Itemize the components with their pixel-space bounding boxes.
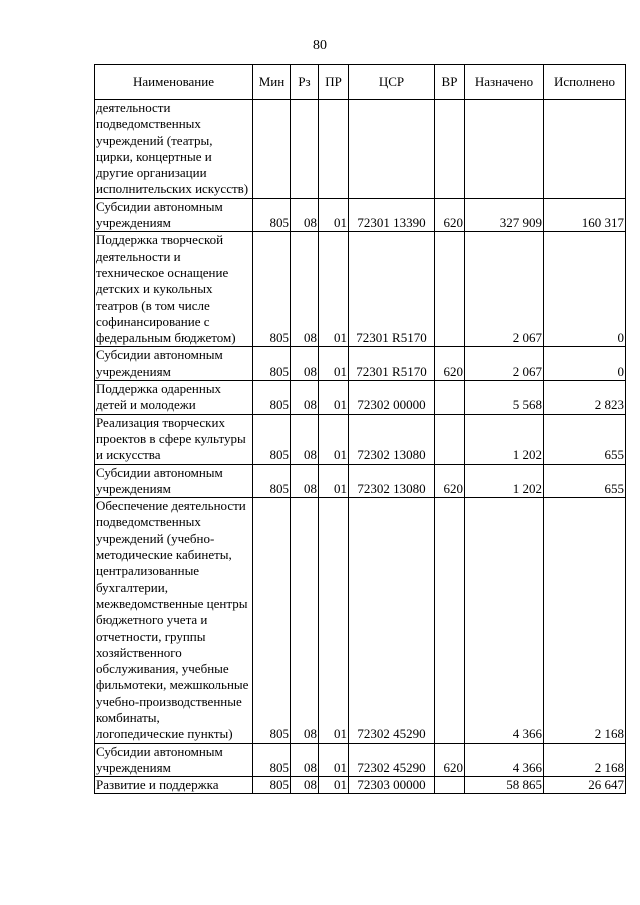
row-vr <box>435 498 465 743</box>
row-rz: 08 <box>291 381 319 415</box>
row-vr: 620 <box>435 743 465 777</box>
row-rz: 08 <box>291 414 319 464</box>
row-rz: 08 <box>291 198 319 232</box>
row-executed: 655 <box>544 464 626 498</box>
row-rz: 08 <box>291 232 319 347</box>
row-executed: 655 <box>544 414 626 464</box>
row-min: 805 <box>253 414 291 464</box>
row-pr: 01 <box>319 777 349 794</box>
row-min: 805 <box>253 777 291 794</box>
row-name: Поддержка одаренных детей и молодежи <box>95 381 253 415</box>
row-rz: 08 <box>291 498 319 743</box>
table-row <box>95 464 626 498</box>
row-executed: 0 <box>544 232 626 347</box>
row-min: 805 <box>253 743 291 777</box>
row-executed: 26 647 <box>544 777 626 794</box>
row-assigned: 2 067 <box>465 347 544 381</box>
row-name: Субсидии автономным учреждениям <box>95 347 253 381</box>
table-row <box>95 347 626 381</box>
row-vr: 620 <box>435 198 465 232</box>
row-min: 805 <box>253 232 291 347</box>
row-pr <box>319 100 349 199</box>
row-min <box>253 100 291 199</box>
row-rz: 08 <box>291 347 319 381</box>
row-pr: 01 <box>319 381 349 415</box>
row-min: 805 <box>253 198 291 232</box>
row-csr: 72302 45290 <box>349 743 435 777</box>
budget-table <box>94 64 626 794</box>
row-csr: 72301 R5170 <box>349 347 435 381</box>
row-pr: 01 <box>319 498 349 743</box>
row-name: Субсидии автономным учреждениям <box>95 198 253 232</box>
row-assigned: 327 909 <box>465 198 544 232</box>
row-vr <box>435 414 465 464</box>
row-rz: 08 <box>291 777 319 794</box>
row-csr: 72302 13080 <box>349 464 435 498</box>
row-executed: 160 317 <box>544 198 626 232</box>
row-rz <box>291 100 319 199</box>
row-executed: 0 <box>544 347 626 381</box>
header-assigned: Назначено <box>465 65 544 100</box>
row-name: Реализация творческих проектов в сфере культуры и искусства <box>95 414 253 464</box>
row-vr: 620 <box>435 464 465 498</box>
table-row <box>95 100 626 199</box>
row-assigned: 4 366 <box>465 743 544 777</box>
header-vr: ВР <box>435 65 465 100</box>
row-assigned <box>465 100 544 199</box>
row-name: Субсидии автономным учреждениям <box>95 743 253 777</box>
table-row <box>95 498 626 743</box>
row-name: Развитие и поддержка <box>95 777 253 794</box>
header-executed: Исполнено <box>544 65 626 100</box>
header-pr: ПР <box>319 65 349 100</box>
row-assigned: 1 202 <box>465 414 544 464</box>
row-pr: 01 <box>319 464 349 498</box>
table-row <box>95 232 626 347</box>
row-name: деятельности подведомственных учреждений (театры, цирки, концертные и другие организации исполнительских искусств) <box>95 100 253 199</box>
row-pr: 01 <box>319 198 349 232</box>
page-number: 80 <box>313 38 327 53</box>
table-header-row <box>95 65 626 100</box>
row-csr: 72301 R5170 <box>349 232 435 347</box>
row-rz: 08 <box>291 464 319 498</box>
row-min: 805 <box>253 498 291 743</box>
row-vr <box>435 381 465 415</box>
row-executed: 2 823 <box>544 381 626 415</box>
table-row <box>95 777 626 794</box>
header-name: Наименование <box>95 65 253 100</box>
row-assigned: 5 568 <box>465 381 544 415</box>
row-assigned: 4 366 <box>465 498 544 743</box>
row-min: 805 <box>253 464 291 498</box>
row-executed: 2 168 <box>544 498 626 743</box>
row-min: 805 <box>253 381 291 415</box>
row-vr <box>435 232 465 347</box>
table-row <box>95 414 626 464</box>
row-executed <box>544 100 626 199</box>
header-csr: ЦСР <box>349 65 435 100</box>
row-name: Обеспечение деятельности подведомственных учреждений (учебно-методические кабинеты, централизованные бухгалтерии, межведомственные центры бюджетного учета и отчетности, группы хозяйственного обслуживания, учебные фильмотеки, межшкольные учебно-производственные комбинаты, логопедические пункты) <box>95 498 253 743</box>
header-rz: Рз <box>291 65 319 100</box>
row-csr: 72303 00000 <box>349 777 435 794</box>
row-executed: 2 168 <box>544 743 626 777</box>
table-row <box>95 381 626 415</box>
header-min: Мин <box>253 65 291 100</box>
row-assigned: 58 865 <box>465 777 544 794</box>
row-csr: 72302 45290 <box>349 498 435 743</box>
row-csr: 72302 00000 <box>349 381 435 415</box>
row-csr <box>349 100 435 199</box>
row-vr: 620 <box>435 347 465 381</box>
row-csr: 72301 13390 <box>349 198 435 232</box>
row-vr <box>435 100 465 199</box>
row-name: Поддержка творческой деятельности и техническое оснащение детских и кукольных театров (в том числе софинансирование с федеральным бюджетом) <box>95 232 253 347</box>
row-pr: 01 <box>319 743 349 777</box>
row-vr <box>435 777 465 794</box>
row-csr: 72302 13080 <box>349 414 435 464</box>
row-name: Субсидии автономным учреждениям <box>95 464 253 498</box>
row-min: 805 <box>253 347 291 381</box>
table-row <box>95 743 626 777</box>
row-rz: 08 <box>291 743 319 777</box>
row-pr: 01 <box>319 414 349 464</box>
row-pr: 01 <box>319 232 349 347</box>
row-assigned: 2 067 <box>465 232 544 347</box>
row-assigned: 1 202 <box>465 464 544 498</box>
row-pr: 01 <box>319 347 349 381</box>
table-row <box>95 198 626 232</box>
